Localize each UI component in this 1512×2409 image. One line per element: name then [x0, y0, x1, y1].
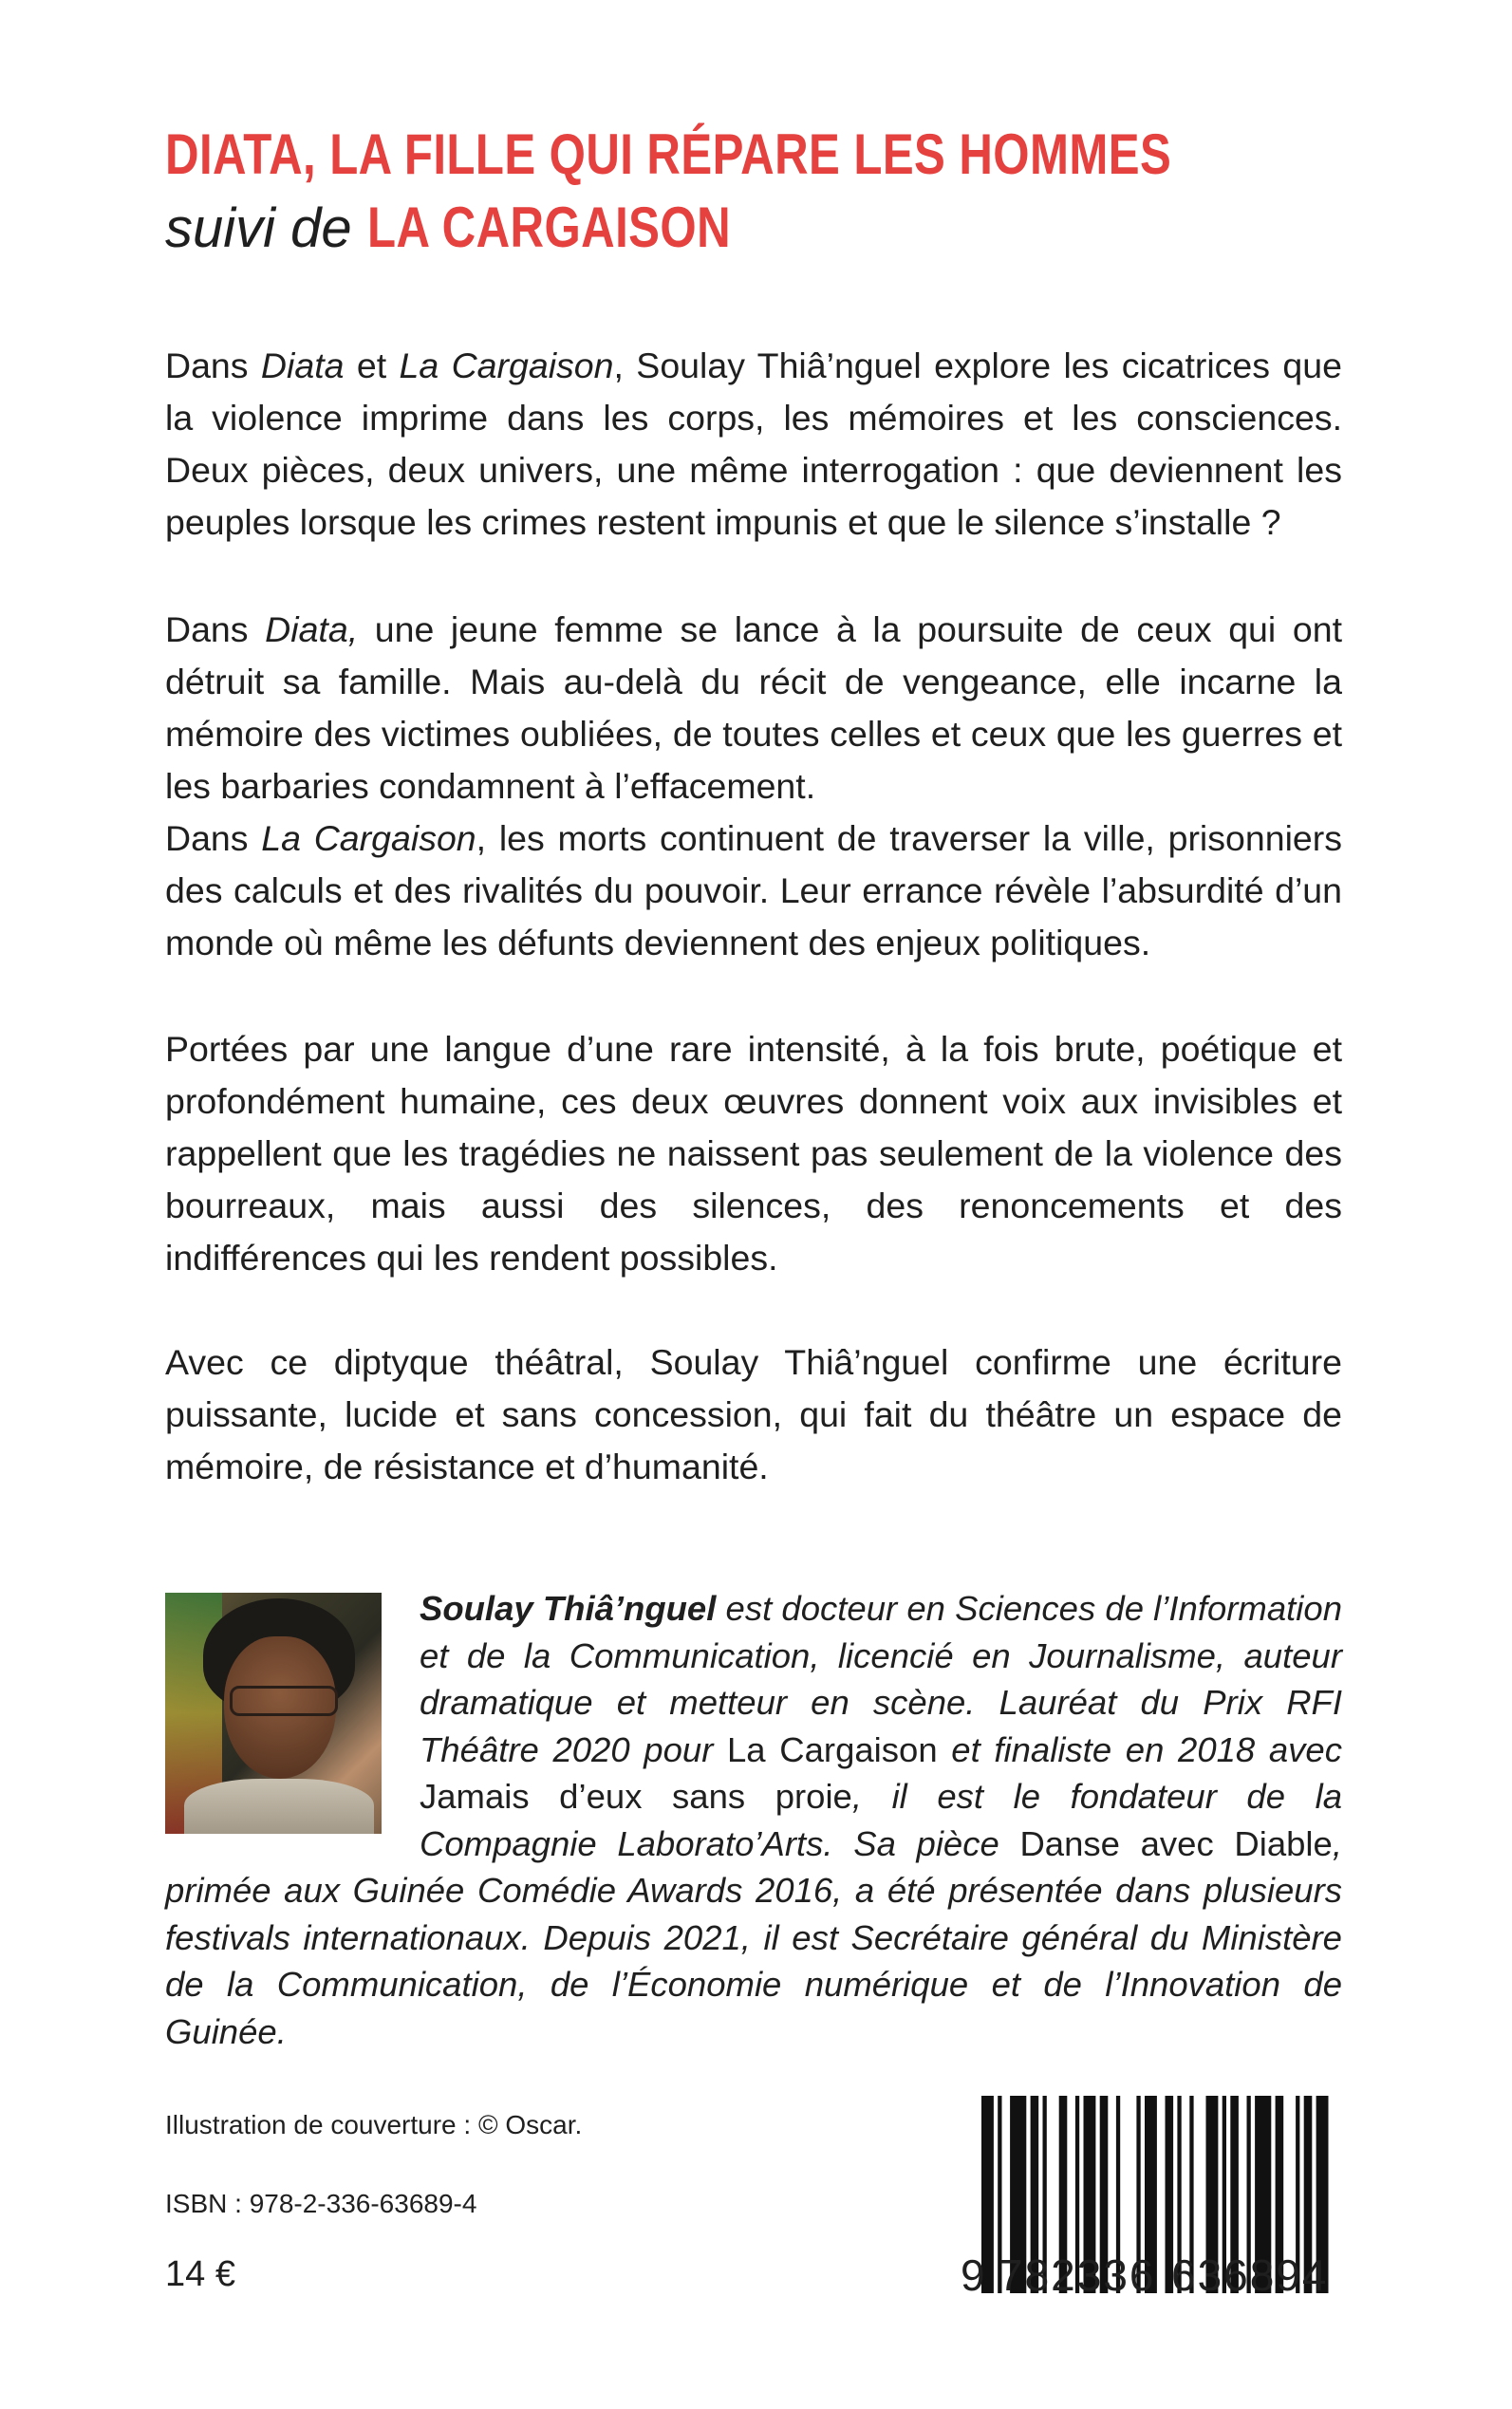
- work-title: Danse avec Diable: [1019, 1823, 1333, 1863]
- title-subline: [165, 195, 1352, 260]
- italic-title: La Cargaison: [399, 345, 614, 385]
- text: et finaliste en 2018 avec: [937, 1729, 1342, 1769]
- text: , il est le fondateur de la Compagnie Laborato’Arts. Sa pièce: [420, 1777, 1342, 1863]
- author-bio: [165, 1585, 1342, 2055]
- illustration-credit: Illustration de couverture : © Oscar.: [165, 2110, 583, 2139]
- text: une jeune femme se lance à la poursuite de ceux qui ont détruit sa famille. Mais au-delà du récit de vengeance, elle incarne la mémoire des victimes oubliées, de toutes celles et ceux que les guerres et les barbaries condamnent à l’effacement.: [165, 609, 1342, 806]
- author-photo: [165, 1593, 382, 1834]
- barcode-group-1: 782336: [999, 2250, 1156, 2300]
- text: est docteur en Sciences de l’Information et de la Communication, licencié en Journalisme, auteur dramatique et metteur en scène. Lauréat du Prix RFI Théâtre 2020 pour: [420, 1589, 1342, 1769]
- text: , primée aux Guinée Comédie Awards 2016, a été présentée dans plusieurs festivals internationaux. Depuis 2021, il est Secrétaire général du Ministère de la Communication, de l’Économie numérique et de l’Innovation de Guinée.: [165, 1823, 1342, 2051]
- text: , les morts continuent de traverser la ville, prisonniers des calculs et des rivalités du pouvoir. Leur errance révèle l’absurdité d’un monde où même les défunts deviennent des enjeux politiques.: [165, 818, 1343, 962]
- suivi-de-text: suivi de: [165, 197, 352, 259]
- italic-title: Diata: [260, 345, 345, 385]
- text: , Soulay Thiâ’nguel explore les cicatrices que la violence imprime dans les corps, les mémoires et les consciences. Deux pièces, deux univers, une même interrogation : que deviennent les peuples lorsque les crimes restent impunis et que le silence s’installe ?: [165, 345, 1342, 542]
- italic-title: Diata,: [265, 609, 359, 649]
- paragraph-portees: [165, 1023, 1342, 1284]
- text: Dans: [165, 609, 266, 649]
- text: et: [344, 345, 400, 385]
- paragraph-conclusion: [165, 1336, 1342, 1493]
- barcode-group-2: 636894: [1171, 2250, 1329, 2300]
- title-block: [165, 121, 1352, 260]
- price: 14 €: [165, 2254, 235, 2294]
- work-title: La Cargaison: [727, 1729, 938, 1769]
- isbn: ISBN : 978-2-336-63689-4: [165, 2189, 477, 2218]
- book-title: DIATA, LA FILLE QUI RÉPARE LES HOMMES: [165, 122, 1172, 186]
- author-name: Soulay Thiâ’nguel: [420, 1589, 717, 1628]
- paragraph-diata: [165, 604, 1342, 969]
- text: Dans: [165, 345, 261, 385]
- paragraph-intro: [165, 340, 1342, 549]
- text: Dans: [165, 818, 262, 858]
- second-title: LA CARGAISON: [367, 196, 732, 259]
- barcode-first-digit: 9: [961, 2250, 987, 2300]
- text: Avec ce diptyque théâtral, Soulay Thiâ’nguel confirme une écriture puissante, lucide et sans concession, qui fait du théâtre un espace de mémoire, de résistance et d’humanité.: [165, 1342, 1342, 1486]
- text: Portées par une langue d’une rare intensité, à la fois brute, poétique et profondément humaine, ces deux œuvres donnent voix aux invisibles et rappellent que les tragédies ne naissent pas seulement de la violence des bourreaux, mais aussi des silences, des renoncements et des indifférences qui les rendent possibles.: [165, 1029, 1342, 1278]
- work-title: Jamais d’eux sans proie: [420, 1777, 852, 1816]
- italic-title: La Cargaison: [261, 818, 476, 858]
